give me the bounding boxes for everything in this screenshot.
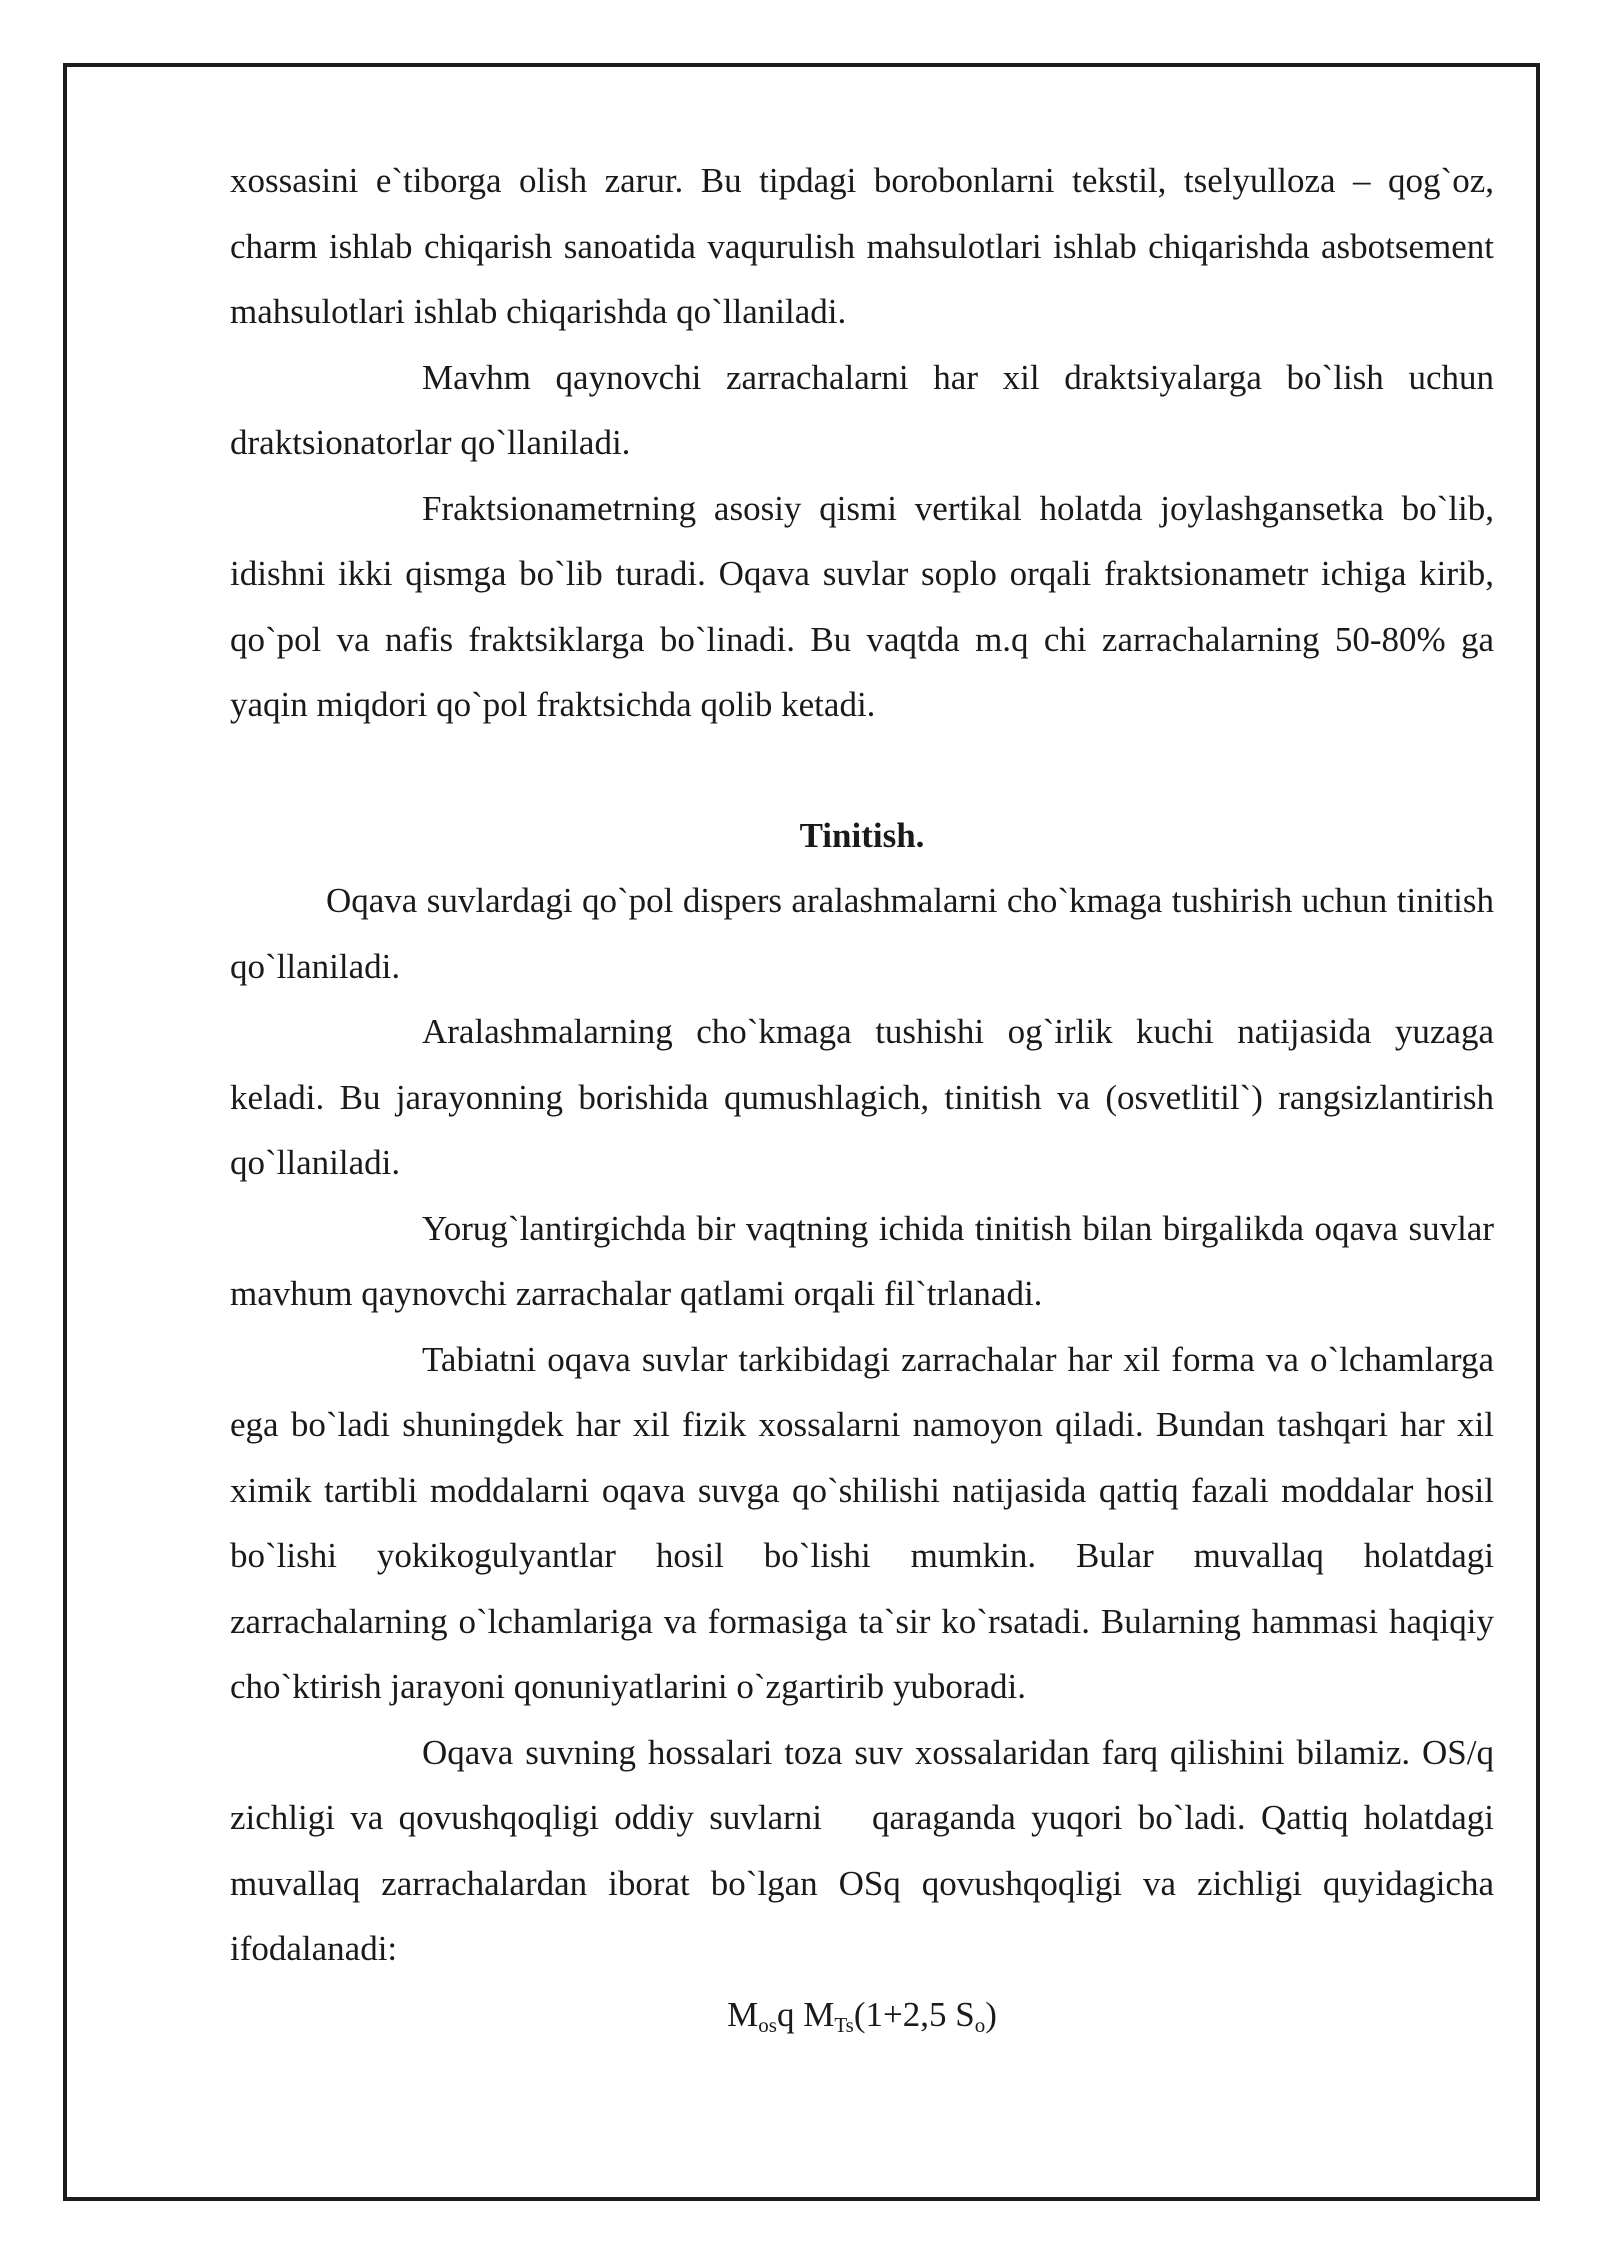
paragraph-6: Yorug`lantirgichda bir vaqtning ichida tinitish bilan birgalikda oqava suvlar mavhum qaynovchi zarrachalar qatlami orqali fil`trlanadi.: [230, 1208, 1494, 1313]
formula: [230, 1982, 1494, 2048]
paragraph-8: [230, 1720, 1494, 1982]
paragraph-1: xossasini e`tiborga olish zarur. Bu tipdagi borobonlarni tekstil, tselyulloza – qog`oz, charm ishlab chiqarish sanoatida vaqurulish mahsulotlari ishlab chiqarishda asbotsement mahsulotlari ishlab chiqarishda qo`llaniladi.: [230, 161, 1494, 331]
formula-subscript-ts: Ts: [834, 2012, 854, 2037]
document-body: [230, 148, 1494, 2047]
paragraph-7: Tabiatni oqava suvlar tarkibidagi zarrachalar har xil forma va o`lchamlarga ega bo`ladi shuningdek har xil fizik xossalarni namoyon qiladi. Bundan tashqari har xil ximik tartibli moddalarni oqava suvga qo`shilishi natijasida qattiq fazali moddalar hosil bo`lishi yokikogulyantlar hosil bo`lishi mumkin. Bular muvallaq holatdagi zarrachalarning o`lchamlariga va formasiga ta`sir ko`rsatadi. Bularning hammasi haqiqiy cho`ktirish jarayoni qonuniyatlarini o`zgartirib yuboradi.: [230, 1339, 1494, 1706]
paragraph-8-part-1: Oqava suvning hossalari toza suv xossalaridan farq qilishini bilamiz. OS/q zichligi va qovushqoqligi oddiy suvlarni: [230, 1732, 1494, 1837]
paragraph-3: Fraktsionametrning asosiy qismi vertikal holatda joylashgansetka bo`lib, idishni ikki qismga bo`lib turadi. Oqava suvlar soplo orqali fraktsionametr ichiga kirib, qo`pol va nafis fraktsiklarga bo`linadi. Bu vaqtda m.q chi zarrachalarning 50-80% ga yaqin miqdori qo`pol fraktsichda qolib ketadi.: [230, 488, 1494, 724]
formula-close-paren: ): [985, 1994, 997, 2034]
formula-expression: (1+2,5 S: [853, 1994, 975, 2034]
paragraph-8-part-2: qaraganda yuqori bo`ladi. Qattiq holatdagi muvallaq zarrachalardan iborat bo`lgan OSq qovushqoqligi va zichligi quyidagicha ifodalanadi:: [230, 1798, 1494, 1968]
formula-subscript-o: o: [974, 2012, 986, 2037]
paragraph-5: Aralashmalarning cho`kmaga tushishi og`irlik kuchi natijasida yuzaga keladi. Bu jarayonning borishida qumushlagich, tinitish va (osvetlitil`) rangsizlantirish qo`llaniladi.: [230, 1012, 1494, 1182]
formula-symbol-m: M: [727, 1994, 759, 2034]
paragraph-2: Mavhm qaynovchi zarrachalarni har xil draktsiyalarga bo`lish uchun draktsionatorlar qo`llaniladi.: [230, 357, 1494, 462]
formula-q: q: [776, 1994, 804, 2034]
section-heading: Tinitish.: [799, 815, 925, 855]
paragraph-4: Oqava suvlardagi qo`pol dispers aralashmalarni cho`kmaga tushirish uchun tinitish qo`llaniladi.: [230, 881, 1494, 986]
formula-symbol-m2: M: [803, 1994, 835, 2034]
formula-subscript-os: os: [758, 2012, 777, 2037]
